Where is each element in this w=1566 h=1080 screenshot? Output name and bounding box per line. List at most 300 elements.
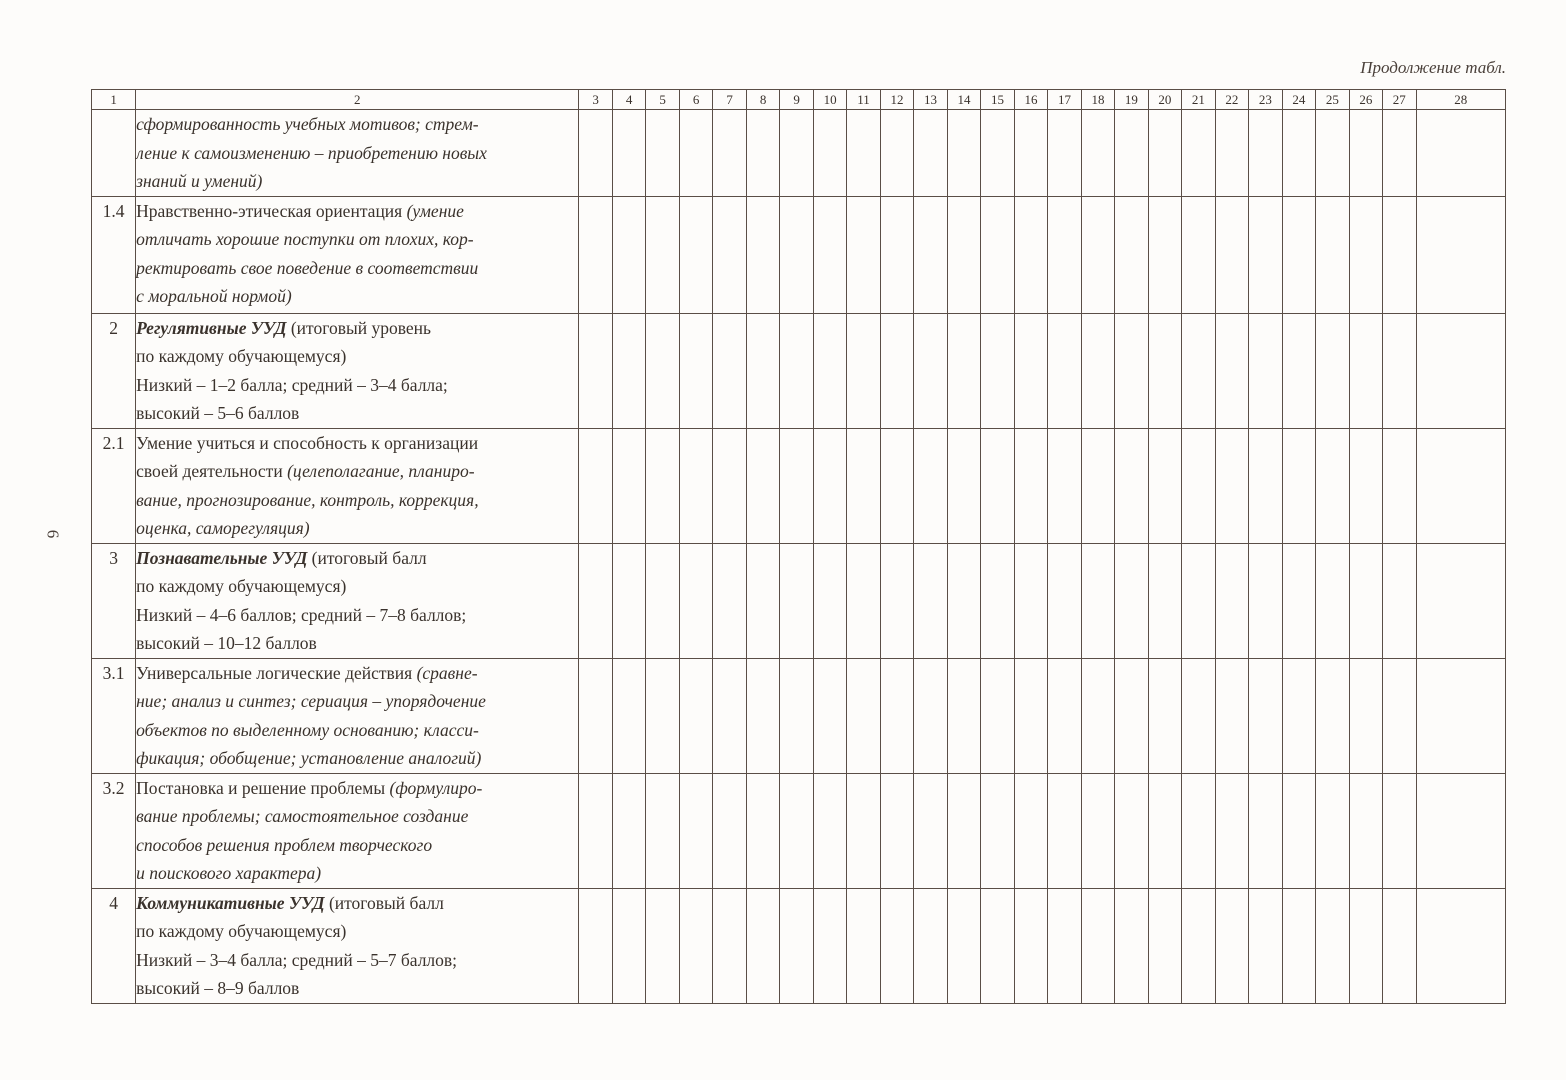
description-text: высокий – 5–6 баллов xyxy=(136,403,300,423)
score-cell-28[interactable] xyxy=(1416,543,1505,658)
score-cell-21[interactable] xyxy=(1182,543,1215,658)
column-header-26: 26 xyxy=(1349,90,1382,110)
row-description xyxy=(136,658,579,773)
score-cell-23[interactable] xyxy=(1249,888,1282,1003)
score-cell-13[interactable] xyxy=(914,110,947,197)
score-cell-10[interactable] xyxy=(813,658,846,773)
score-cell-6[interactable] xyxy=(679,658,712,773)
score-cell-16[interactable] xyxy=(1014,658,1047,773)
score-cell-21[interactable] xyxy=(1182,110,1215,197)
score-cell-16[interactable] xyxy=(1014,773,1047,888)
column-header-3: 3 xyxy=(579,90,612,110)
description-line xyxy=(136,859,578,888)
row-number: 3 xyxy=(92,543,136,658)
score-cell-22[interactable] xyxy=(1215,313,1248,428)
score-cell-13[interactable] xyxy=(914,196,947,313)
score-cell-5[interactable] xyxy=(646,196,679,313)
score-cell-20[interactable] xyxy=(1148,428,1181,543)
score-cell-13[interactable] xyxy=(914,543,947,658)
score-cell-25[interactable] xyxy=(1316,543,1349,658)
score-cell-25[interactable] xyxy=(1316,888,1349,1003)
score-cell-3[interactable] xyxy=(579,313,612,428)
column-header-25: 25 xyxy=(1316,90,1349,110)
score-cell-21[interactable] xyxy=(1182,313,1215,428)
score-cell-7[interactable] xyxy=(713,428,746,543)
score-cell-19[interactable] xyxy=(1115,110,1148,197)
score-cell-26[interactable] xyxy=(1349,773,1382,888)
score-cell-24[interactable] xyxy=(1282,543,1315,658)
row-description xyxy=(136,428,579,543)
score-cell-12[interactable] xyxy=(880,196,913,313)
column-header-13: 13 xyxy=(914,90,947,110)
score-cell-21[interactable] xyxy=(1182,658,1215,773)
score-cell-6[interactable] xyxy=(679,888,712,1003)
score-cell-10[interactable] xyxy=(813,888,846,1003)
score-cell-28[interactable] xyxy=(1416,428,1505,543)
score-cell-18[interactable] xyxy=(1081,658,1114,773)
score-cell-25[interactable] xyxy=(1316,773,1349,888)
score-cell-18[interactable] xyxy=(1081,888,1114,1003)
description-line xyxy=(136,917,578,946)
score-cell-14[interactable] xyxy=(947,313,980,428)
score-cell-15[interactable] xyxy=(981,658,1014,773)
score-cell-22[interactable] xyxy=(1215,543,1248,658)
score-cell-15[interactable] xyxy=(981,110,1014,197)
score-cell-10[interactable] xyxy=(813,313,846,428)
page-number: 6 xyxy=(43,529,63,539)
description-text: способов решения проблем творческого xyxy=(136,834,433,855)
description-line xyxy=(136,802,578,831)
score-cell-3[interactable] xyxy=(579,110,612,197)
score-cell-19[interactable] xyxy=(1115,658,1148,773)
score-cell-3[interactable] xyxy=(579,773,612,888)
score-cell-16[interactable] xyxy=(1014,110,1047,197)
score-cell-16[interactable] xyxy=(1014,888,1047,1003)
score-cell-20[interactable] xyxy=(1148,888,1181,1003)
score-cell-28[interactable] xyxy=(1416,773,1505,888)
score-cell-25[interactable] xyxy=(1316,428,1349,543)
score-cell-10[interactable] xyxy=(813,428,846,543)
description-line xyxy=(136,457,578,486)
score-cell-8[interactable] xyxy=(746,313,779,428)
score-cell-22[interactable] xyxy=(1215,428,1248,543)
score-cell-4[interactable] xyxy=(612,658,645,773)
score-cell-27[interactable] xyxy=(1383,888,1416,1003)
score-cell-22[interactable] xyxy=(1215,888,1248,1003)
score-cell-17[interactable] xyxy=(1048,313,1081,428)
table-row xyxy=(92,196,1506,313)
row-number: 3.1 xyxy=(92,658,136,773)
score-cell-23[interactable] xyxy=(1249,313,1282,428)
score-cell-19[interactable] xyxy=(1115,196,1148,313)
score-cell-5[interactable] xyxy=(646,888,679,1003)
score-cell-5[interactable] xyxy=(646,543,679,658)
column-header-20: 20 xyxy=(1148,90,1181,110)
table-row xyxy=(92,658,1506,773)
score-cell-6[interactable] xyxy=(679,196,712,313)
score-cell-14[interactable] xyxy=(947,428,980,543)
score-cell-27[interactable] xyxy=(1383,428,1416,543)
description-line xyxy=(136,399,578,428)
score-cell-12[interactable] xyxy=(880,313,913,428)
score-cell-5[interactable] xyxy=(646,110,679,197)
score-cell-19[interactable] xyxy=(1115,543,1148,658)
row-description xyxy=(136,773,579,888)
table-row xyxy=(92,110,1506,197)
score-cell-8[interactable] xyxy=(746,773,779,888)
score-cell-5[interactable] xyxy=(646,428,679,543)
score-cell-26[interactable] xyxy=(1349,543,1382,658)
score-cell-17[interactable] xyxy=(1048,658,1081,773)
description-text: высокий – 8–9 баллов xyxy=(136,978,300,998)
score-cell-24[interactable] xyxy=(1282,110,1315,197)
score-cell-27[interactable] xyxy=(1383,196,1416,313)
score-cell-9[interactable] xyxy=(780,110,813,197)
score-cell-4[interactable] xyxy=(612,313,645,428)
score-cell-10[interactable] xyxy=(813,773,846,888)
score-cell-17[interactable] xyxy=(1048,773,1081,888)
score-cell-24[interactable] xyxy=(1282,888,1315,1003)
score-cell-16[interactable] xyxy=(1014,543,1047,658)
row-number: 4 xyxy=(92,888,136,1003)
description-text: Низкий – 1–2 балла; средний – 3–4 балла; xyxy=(136,374,448,395)
score-cell-10[interactable] xyxy=(813,110,846,197)
score-cell-7[interactable] xyxy=(713,313,746,428)
description-line xyxy=(136,197,578,226)
description-text: (умение xyxy=(406,200,464,221)
column-number-header-row xyxy=(92,90,1506,110)
score-cell-24[interactable] xyxy=(1282,196,1315,313)
score-cell-9[interactable] xyxy=(780,773,813,888)
score-cell-13[interactable] xyxy=(914,888,947,1003)
description-text: вание, прогнозирование, контроль, коррекция, xyxy=(136,489,479,510)
description-text: фикация; обобщение; установление аналогий) xyxy=(136,748,482,768)
column-header-12: 12 xyxy=(880,90,913,110)
score-cell-9[interactable] xyxy=(780,428,813,543)
score-cell-28[interactable] xyxy=(1416,196,1505,313)
description-text: по каждому обучающемуся) xyxy=(136,346,347,366)
score-cell-7[interactable] xyxy=(713,196,746,313)
score-cell-27[interactable] xyxy=(1383,773,1416,888)
score-cell-28[interactable] xyxy=(1416,888,1505,1003)
column-header-15: 15 xyxy=(981,90,1014,110)
score-cell-26[interactable] xyxy=(1349,110,1382,197)
table-row xyxy=(92,543,1506,658)
score-cell-9[interactable] xyxy=(780,543,813,658)
score-cell-13[interactable] xyxy=(914,428,947,543)
description-text: по каждому обучающемуся) xyxy=(136,576,347,596)
table-row xyxy=(92,773,1506,888)
score-cell-25[interactable] xyxy=(1316,313,1349,428)
score-cell-28[interactable] xyxy=(1416,110,1505,197)
score-cell-11[interactable] xyxy=(847,428,880,543)
score-cell-9[interactable] xyxy=(780,313,813,428)
score-cell-16[interactable] xyxy=(1014,196,1047,313)
score-cell-24[interactable] xyxy=(1282,658,1315,773)
score-cell-26[interactable] xyxy=(1349,428,1382,543)
score-cell-22[interactable] xyxy=(1215,658,1248,773)
score-cell-15[interactable] xyxy=(981,313,1014,428)
column-header-9: 9 xyxy=(780,90,813,110)
score-cell-14[interactable] xyxy=(947,110,980,197)
score-cell-4[interactable] xyxy=(612,888,645,1003)
category-title: Познавательные УУД xyxy=(136,547,308,568)
score-cell-7[interactable] xyxy=(713,543,746,658)
score-cell-19[interactable] xyxy=(1115,773,1148,888)
score-cell-11[interactable] xyxy=(847,658,880,773)
score-cell-6[interactable] xyxy=(679,313,712,428)
description-text: ние; анализ и синтез; сериация – упорядочение xyxy=(136,691,486,711)
score-cell-6[interactable] xyxy=(679,773,712,888)
description-line xyxy=(136,601,578,630)
description-text: (целеполагание, планиро- xyxy=(287,461,475,481)
score-cell-23[interactable] xyxy=(1249,110,1282,197)
score-cell-10[interactable] xyxy=(813,196,846,313)
score-cell-11[interactable] xyxy=(847,888,880,1003)
column-header-27: 27 xyxy=(1383,90,1416,110)
score-cell-17[interactable] xyxy=(1048,428,1081,543)
description-line xyxy=(136,371,578,400)
score-cell-17[interactable] xyxy=(1048,888,1081,1003)
score-cell-4[interactable] xyxy=(612,543,645,658)
score-cell-16[interactable] xyxy=(1014,313,1047,428)
score-cell-22[interactable] xyxy=(1215,110,1248,197)
score-cell-4[interactable] xyxy=(612,110,645,197)
description-text: (сравне- xyxy=(416,662,478,683)
score-cell-21[interactable] xyxy=(1182,773,1215,888)
score-cell-26[interactable] xyxy=(1349,313,1382,428)
column-header-6: 6 xyxy=(679,90,712,110)
score-cell-13[interactable] xyxy=(914,313,947,428)
score-cell-4[interactable] xyxy=(612,773,645,888)
description-line xyxy=(136,889,578,918)
score-cell-17[interactable] xyxy=(1048,543,1081,658)
score-cell-22[interactable] xyxy=(1215,773,1248,888)
score-cell-15[interactable] xyxy=(981,773,1014,888)
score-cell-19[interactable] xyxy=(1115,313,1148,428)
column-header-23: 23 xyxy=(1249,90,1282,110)
score-cell-12[interactable] xyxy=(880,773,913,888)
row-number xyxy=(92,110,136,197)
score-cell-4[interactable] xyxy=(612,428,645,543)
score-cell-6[interactable] xyxy=(679,110,712,197)
score-cell-12[interactable] xyxy=(880,110,913,197)
score-cell-23[interactable] xyxy=(1249,196,1282,313)
column-header-2: 2 xyxy=(136,90,579,110)
score-cell-11[interactable] xyxy=(847,773,880,888)
score-cell-3[interactable] xyxy=(579,428,612,543)
score-cell-20[interactable] xyxy=(1148,543,1181,658)
description-line xyxy=(136,544,578,573)
description-text: Низкий – 3–4 балла; средний – 5–7 баллов; xyxy=(136,949,458,970)
score-cell-24[interactable] xyxy=(1282,428,1315,543)
score-cell-5[interactable] xyxy=(646,658,679,773)
table-row xyxy=(92,313,1506,428)
description-text: сформированность учебных мотивов; стрем- xyxy=(136,114,479,134)
description-line xyxy=(136,139,578,168)
row-description xyxy=(136,110,579,197)
column-header-8: 8 xyxy=(746,90,779,110)
score-cell-12[interactable] xyxy=(880,543,913,658)
score-cell-15[interactable] xyxy=(981,196,1014,313)
score-cell-21[interactable] xyxy=(1182,888,1215,1003)
score-cell-26[interactable] xyxy=(1349,888,1382,1003)
score-cell-23[interactable] xyxy=(1249,543,1282,658)
score-cell-3[interactable] xyxy=(579,658,612,773)
description-line xyxy=(136,946,578,975)
score-cell-8[interactable] xyxy=(746,428,779,543)
description-line xyxy=(136,974,578,1003)
score-cell-7[interactable] xyxy=(713,110,746,197)
score-cell-18[interactable] xyxy=(1081,196,1114,313)
score-cell-14[interactable] xyxy=(947,196,980,313)
description-text: (итоговый балл xyxy=(324,892,444,913)
score-cell-4[interactable] xyxy=(612,196,645,313)
description-text: и поискового характера) xyxy=(136,863,322,883)
score-cell-26[interactable] xyxy=(1349,658,1382,773)
score-cell-7[interactable] xyxy=(713,773,746,888)
score-cell-8[interactable] xyxy=(746,658,779,773)
score-cell-8[interactable] xyxy=(746,196,779,313)
score-cell-19[interactable] xyxy=(1115,888,1148,1003)
description-line xyxy=(136,659,578,688)
score-cell-15[interactable] xyxy=(981,428,1014,543)
score-cell-5[interactable] xyxy=(646,773,679,888)
description-line xyxy=(136,744,578,773)
row-description xyxy=(136,543,579,658)
score-cell-12[interactable] xyxy=(880,888,913,1003)
score-cell-12[interactable] xyxy=(880,428,913,543)
score-cell-23[interactable] xyxy=(1249,658,1282,773)
row-description xyxy=(136,888,579,1003)
score-cell-25[interactable] xyxy=(1316,196,1349,313)
column-header-10: 10 xyxy=(813,90,846,110)
column-header-17: 17 xyxy=(1048,90,1081,110)
score-cell-7[interactable] xyxy=(713,888,746,1003)
score-cell-21[interactable] xyxy=(1182,428,1215,543)
score-cell-19[interactable] xyxy=(1115,428,1148,543)
row-number: 1.4 xyxy=(92,196,136,313)
score-cell-18[interactable] xyxy=(1081,428,1114,543)
score-cell-24[interactable] xyxy=(1282,773,1315,888)
score-cell-27[interactable] xyxy=(1383,313,1416,428)
score-cell-26[interactable] xyxy=(1349,196,1382,313)
score-cell-25[interactable] xyxy=(1316,110,1349,197)
score-cell-12[interactable] xyxy=(880,658,913,773)
column-header-11: 11 xyxy=(847,90,880,110)
score-cell-13[interactable] xyxy=(914,658,947,773)
description-text: ректировать свое поведение в соответствии xyxy=(136,257,479,278)
score-cell-9[interactable] xyxy=(780,888,813,1003)
score-cell-14[interactable] xyxy=(947,888,980,1003)
score-cell-14[interactable] xyxy=(947,658,980,773)
score-cell-3[interactable] xyxy=(579,196,612,313)
score-cell-9[interactable] xyxy=(780,196,813,313)
score-cell-6[interactable] xyxy=(679,543,712,658)
description-text: Универсальные логические действия xyxy=(136,662,417,683)
score-cell-22[interactable] xyxy=(1215,196,1248,313)
score-cell-14[interactable] xyxy=(947,543,980,658)
table-row xyxy=(92,428,1506,543)
score-cell-5[interactable] xyxy=(646,313,679,428)
score-cell-11[interactable] xyxy=(847,543,880,658)
score-cell-20[interactable] xyxy=(1148,196,1181,313)
score-cell-15[interactable] xyxy=(981,543,1014,658)
score-cell-20[interactable] xyxy=(1148,658,1181,773)
category-title: Коммуникативные УУД xyxy=(136,892,325,913)
score-cell-17[interactable] xyxy=(1048,196,1081,313)
score-cell-21[interactable] xyxy=(1182,196,1215,313)
score-cell-18[interactable] xyxy=(1081,773,1114,888)
score-cell-25[interactable] xyxy=(1316,658,1349,773)
description-line xyxy=(136,486,578,515)
assessment-table xyxy=(91,89,1506,1004)
score-cell-27[interactable] xyxy=(1383,110,1416,197)
score-cell-13[interactable] xyxy=(914,773,947,888)
score-cell-23[interactable] xyxy=(1249,773,1282,888)
row-number: 2.1 xyxy=(92,428,136,543)
description-text: оценка, саморегуляция) xyxy=(136,518,310,538)
description-line xyxy=(136,629,578,658)
score-cell-27[interactable] xyxy=(1383,543,1416,658)
score-cell-6[interactable] xyxy=(679,428,712,543)
description-text: Умение учиться и способность к организации xyxy=(136,432,479,453)
description-line xyxy=(136,774,578,803)
score-cell-18[interactable] xyxy=(1081,110,1114,197)
score-cell-8[interactable] xyxy=(746,888,779,1003)
description-text: (итоговый балл xyxy=(307,547,427,568)
score-cell-7[interactable] xyxy=(713,658,746,773)
score-cell-28[interactable] xyxy=(1416,658,1505,773)
score-cell-20[interactable] xyxy=(1148,313,1181,428)
score-cell-18[interactable] xyxy=(1081,313,1114,428)
score-cell-20[interactable] xyxy=(1148,110,1181,197)
score-cell-3[interactable] xyxy=(579,888,612,1003)
score-cell-24[interactable] xyxy=(1282,313,1315,428)
score-cell-11[interactable] xyxy=(847,196,880,313)
score-cell-11[interactable] xyxy=(847,110,880,197)
column-header-5: 5 xyxy=(646,90,679,110)
score-cell-27[interactable] xyxy=(1383,658,1416,773)
score-cell-17[interactable] xyxy=(1048,110,1081,197)
description-line xyxy=(136,429,578,458)
column-header-1: 1 xyxy=(92,90,136,110)
description-line xyxy=(136,254,578,283)
score-cell-14[interactable] xyxy=(947,773,980,888)
row-description xyxy=(136,313,579,428)
score-cell-3[interactable] xyxy=(579,543,612,658)
column-header-16: 16 xyxy=(1014,90,1047,110)
description-text: Нравственно-этическая ориентация xyxy=(136,200,407,221)
description-line xyxy=(136,572,578,601)
score-cell-16[interactable] xyxy=(1014,428,1047,543)
description-text: своей деятельности xyxy=(136,461,288,481)
score-cell-23[interactable] xyxy=(1249,428,1282,543)
score-cell-28[interactable] xyxy=(1416,313,1505,428)
score-cell-20[interactable] xyxy=(1148,773,1181,888)
score-cell-10[interactable] xyxy=(813,543,846,658)
description-text: (формулиро- xyxy=(389,777,483,798)
score-cell-9[interactable] xyxy=(780,658,813,773)
description-text: Постановка и решение проблемы xyxy=(136,777,390,798)
score-cell-8[interactable] xyxy=(746,543,779,658)
score-cell-8[interactable] xyxy=(746,110,779,197)
column-header-14: 14 xyxy=(947,90,980,110)
score-cell-18[interactable] xyxy=(1081,543,1114,658)
score-cell-15[interactable] xyxy=(981,888,1014,1003)
score-cell-11[interactable] xyxy=(847,313,880,428)
category-title: Регулятивные УУД xyxy=(136,317,287,338)
